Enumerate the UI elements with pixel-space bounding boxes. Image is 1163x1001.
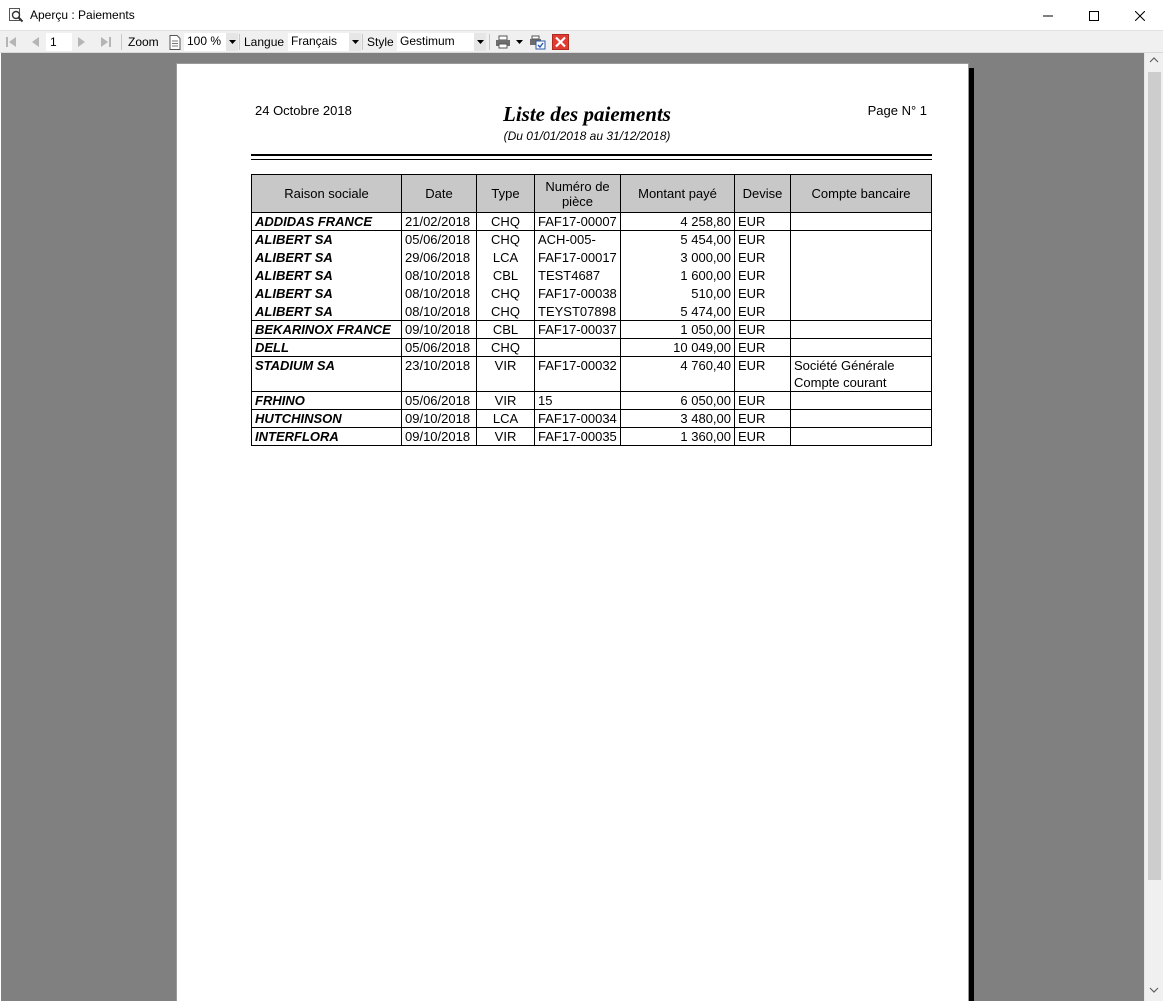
table-row: [252, 357, 932, 392]
print-icon: [495, 35, 511, 49]
cell-date: 09/10/2018: [402, 410, 477, 428]
cell-devise: EUR: [735, 267, 791, 285]
cell-name: ALIBERT SA: [252, 267, 402, 285]
cell-date: 29/06/2018: [402, 249, 477, 267]
cell-piece: FAF17-00007: [535, 213, 621, 231]
preview-toolbar: [0, 31, 1163, 53]
scroll-down-icon[interactable]: [1149, 987, 1159, 993]
cell-piece: FAF17-00038: [535, 285, 621, 303]
column-header: Type: [477, 175, 535, 213]
cell-amount: 3 000,00: [621, 249, 735, 267]
cell-name: DELL: [252, 339, 402, 357]
cell-piece: FAF17-00032: [535, 357, 621, 392]
cell-date: 08/10/2018: [402, 267, 477, 285]
last-page-button[interactable]: [100, 31, 112, 53]
cell-name: FRHINO: [252, 392, 402, 410]
report-title: Liste des paiements: [503, 102, 671, 126]
table-row: [252, 392, 932, 410]
vertical-scrollbar[interactable]: [1144, 53, 1163, 1001]
cell-date: 23/10/2018: [402, 357, 477, 392]
cell-amount: 3 480,00: [621, 410, 735, 428]
cell-compte: [791, 339, 932, 357]
zoom-page-button[interactable]: [169, 31, 181, 53]
cell-piece: FAF17-00017: [535, 249, 621, 267]
zoom-dropdown-button[interactable]: [226, 33, 238, 51]
cell-compte: [791, 285, 932, 303]
cell-type: LCA: [477, 249, 535, 267]
cell-devise: EUR: [735, 285, 791, 303]
cell-devise: EUR: [735, 321, 791, 339]
cell-amount: 4 258,80: [621, 213, 735, 231]
first-page-icon: [5, 36, 17, 48]
close-preview-button[interactable]: [552, 31, 569, 53]
chevron-down-icon: [516, 40, 523, 44]
cell-piece: FAF17-00034: [535, 410, 621, 428]
cell-devise: EUR: [735, 249, 791, 267]
bank-name: Société Générale: [794, 358, 895, 373]
window-title: Aperçu : Paiements: [30, 8, 135, 22]
print-dropdown-button[interactable]: [516, 31, 523, 53]
column-header: Montant payé: [621, 175, 735, 213]
chevron-down-icon: [352, 40, 359, 44]
langue-dropdown-button[interactable]: [349, 33, 361, 51]
next-page-button[interactable]: [77, 31, 87, 53]
cell-name: STADIUM SA: [252, 357, 402, 392]
scroll-up-icon[interactable]: [1149, 57, 1159, 63]
cell-date: 05/06/2018: [402, 339, 477, 357]
prev-page-button[interactable]: [30, 31, 40, 53]
cell-piece: ACH-005-: [535, 231, 621, 249]
close-preview-icon: [552, 34, 569, 50]
cell-name: ADDIDAS FRANCE: [252, 213, 402, 231]
cell-type: CHQ: [477, 285, 535, 303]
style-label: Style: [367, 35, 394, 49]
cell-devise: EUR: [735, 231, 791, 249]
toolbar-separator: [239, 34, 240, 50]
last-page-icon: [100, 36, 112, 48]
toolbar-separator: [362, 34, 363, 50]
cell-type: CHQ: [477, 231, 535, 249]
cell-compte: [791, 410, 932, 428]
cell-type: CHQ: [477, 339, 535, 357]
cell-name: ALIBERT SA: [252, 303, 402, 321]
cell-name: INTERFLORA: [252, 428, 402, 446]
cell-amount: 4 760,40: [621, 357, 735, 392]
cell-date: 08/10/2018: [402, 303, 477, 321]
cell-compte: [791, 213, 932, 231]
scrollbar-thumb[interactable]: [1148, 72, 1161, 880]
cell-date: 09/10/2018: [402, 321, 477, 339]
minimize-icon: [1043, 11, 1053, 21]
report-page: [176, 63, 969, 1001]
cell-piece: 15: [535, 392, 621, 410]
cell-piece: TEYST07898: [535, 303, 621, 321]
table-row: [252, 249, 932, 267]
cell-amount: 5 474,00: [621, 303, 735, 321]
cell-name: ALIBERT SA: [252, 231, 402, 249]
column-header: Compte bancaire: [791, 175, 932, 213]
next-page-icon: [77, 36, 87, 48]
preview-icon: [8, 7, 24, 23]
table-row: [252, 339, 932, 357]
cell-piece: TEST4687: [535, 267, 621, 285]
cell-devise: EUR: [735, 392, 791, 410]
bank-account: Compte courant: [794, 375, 887, 390]
cell-devise: EUR: [735, 428, 791, 446]
close-icon: [1135, 11, 1145, 21]
cell-devise: EUR: [735, 357, 791, 392]
cell-date: 21/02/2018: [402, 213, 477, 231]
cell-type: VIR: [477, 428, 535, 446]
column-header: Numéro de pièce: [535, 175, 621, 213]
toolbar-separator: [121, 34, 122, 50]
cell-name: ALIBERT SA: [252, 249, 402, 267]
cell-amount: 510,00: [621, 285, 735, 303]
table-row: [252, 213, 932, 231]
title-bar: [0, 0, 1163, 31]
first-page-button[interactable]: [5, 31, 17, 53]
cell-type: CBL: [477, 321, 535, 339]
cell-compte: [791, 321, 932, 339]
cell-date: 05/06/2018: [402, 392, 477, 410]
cell-amount: 5 454,00: [621, 231, 735, 249]
table-row: [252, 303, 932, 321]
cell-type: CHQ: [477, 213, 535, 231]
cell-compte: [791, 249, 932, 267]
payments-table: [251, 174, 932, 446]
column-header: Devise: [735, 175, 791, 213]
prev-page-icon: [30, 36, 40, 48]
cell-compte: [791, 357, 932, 392]
cell-type: VIR: [477, 357, 535, 392]
cell-devise: EUR: [735, 410, 791, 428]
cell-type: CBL: [477, 267, 535, 285]
maximize-icon: [1089, 11, 1099, 21]
cell-name: ALIBERT SA: [252, 285, 402, 303]
langue-select[interactable]: Français: [288, 33, 349, 51]
cell-date: 09/10/2018: [402, 428, 477, 446]
table-row: [252, 321, 932, 339]
cell-compte: [791, 428, 932, 446]
zoom-select[interactable]: 100 %: [184, 33, 226, 51]
page-number-label: Page N° 1: [867, 103, 927, 118]
minimize-button[interactable]: [1025, 0, 1071, 31]
table-row: [252, 410, 932, 428]
print-setup-icon: [529, 35, 546, 50]
cell-compte: [791, 267, 932, 285]
toolbar-separator: [489, 34, 490, 50]
cell-compte: [791, 303, 932, 321]
cell-date: 05/06/2018: [402, 231, 477, 249]
langue-label: Langue: [244, 35, 285, 49]
column-header: Raison sociale: [252, 175, 402, 213]
cell-piece: FAF17-00035: [535, 428, 621, 446]
cell-amount: 6 050,00: [621, 392, 735, 410]
print-button[interactable]: [495, 31, 511, 53]
cell-date: 08/10/2018: [402, 285, 477, 303]
cell-name: HUTCHINSON: [252, 410, 402, 428]
cell-piece: FAF17-00037: [535, 321, 621, 339]
style-dropdown-button[interactable]: [474, 33, 486, 51]
page-number-input[interactable]: 1: [46, 33, 72, 51]
header-rule: [251, 154, 932, 156]
chevron-down-icon: [477, 40, 484, 44]
cell-name: BEKARINOX FRANCE: [252, 321, 402, 339]
cell-type: CHQ: [477, 303, 535, 321]
cell-amount: 1 050,00: [621, 321, 735, 339]
cell-devise: EUR: [735, 213, 791, 231]
cell-compte: [791, 231, 932, 249]
cell-amount: 10 049,00: [621, 339, 735, 357]
print-setup-button[interactable]: [529, 31, 546, 53]
cell-piece: [535, 339, 621, 357]
page-icon: [169, 35, 181, 50]
table-row: [252, 267, 932, 285]
cell-amount: 1 600,00: [621, 267, 735, 285]
cell-compte: [791, 392, 932, 410]
table-row: [252, 285, 932, 303]
cell-devise: EUR: [735, 339, 791, 357]
report-date: 24 Octobre 2018: [255, 103, 352, 118]
cell-devise: EUR: [735, 303, 791, 321]
cell-amount: 1 360,00: [621, 428, 735, 446]
maximize-button[interactable]: [1071, 0, 1117, 31]
close-window-button[interactable]: [1117, 0, 1163, 31]
cell-type: VIR: [477, 392, 535, 410]
cell-type: LCA: [477, 410, 535, 428]
header-rule: [251, 159, 932, 160]
report-period: (Du 01/01/2018 au 31/12/2018): [503, 129, 671, 143]
style-select[interactable]: Gestimum: [397, 33, 474, 51]
table-row: [252, 428, 932, 446]
column-header: Date: [402, 175, 477, 213]
table-row: [252, 231, 932, 249]
zoom-label: Zoom: [128, 35, 159, 49]
chevron-down-icon: [229, 40, 236, 44]
table-header-row: [252, 175, 932, 213]
